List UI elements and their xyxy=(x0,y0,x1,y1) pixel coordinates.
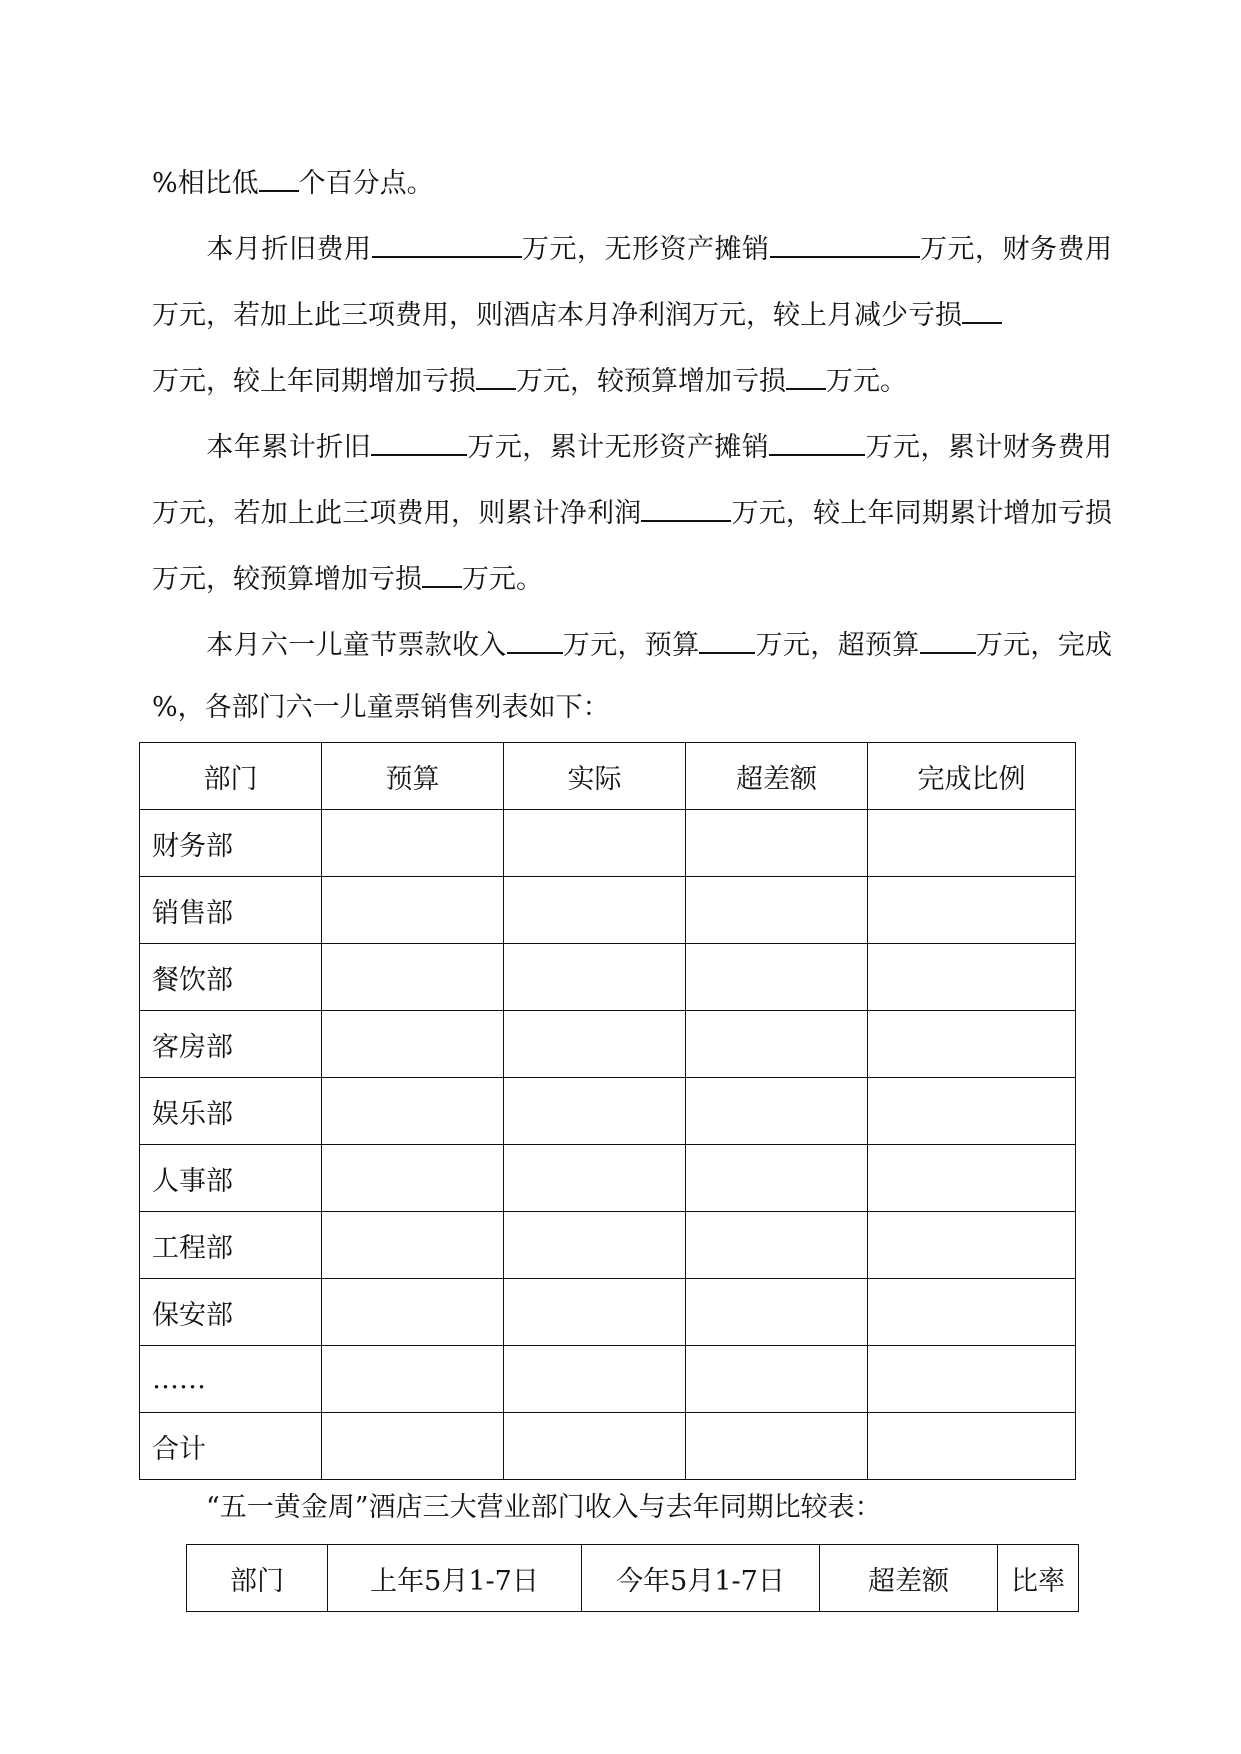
actual-cell xyxy=(504,1078,686,1145)
actual-cell xyxy=(504,1145,686,1212)
text: 万元，较上年同期增加亏损 xyxy=(152,366,476,397)
completion-cell xyxy=(868,1413,1076,1480)
paragraph-line-9 xyxy=(152,688,1112,728)
actual-cell xyxy=(504,1279,686,1346)
text: 万元，若加上此三项费用，则累计净利润 xyxy=(152,498,642,529)
text: %，各部门六一儿童票销售列表如下： xyxy=(152,692,610,723)
table-row xyxy=(140,877,1076,944)
budget-cell xyxy=(322,810,504,877)
actual-cell xyxy=(504,1212,686,1279)
fill-blank xyxy=(422,556,462,588)
column-header: 超差额 xyxy=(820,1545,998,1612)
variance-cell xyxy=(686,1011,868,1078)
table-row xyxy=(140,1279,1076,1346)
department-cell: 客房部 xyxy=(140,1011,322,1078)
completion-cell xyxy=(868,1212,1076,1279)
column-header: 超差额 xyxy=(686,743,868,810)
text: 万元，财务费用 xyxy=(919,234,1112,265)
paragraph-line-2 xyxy=(152,226,1112,266)
text: 万元，累计财务费用 xyxy=(865,432,1113,463)
fill-blank xyxy=(507,622,563,654)
department-cell: 合计 xyxy=(140,1413,322,1480)
actual-cell xyxy=(504,1011,686,1078)
completion-cell xyxy=(868,944,1076,1011)
column-header: 今年5月1-7日 xyxy=(582,1545,820,1612)
text: 万元，较预算增加亏损 xyxy=(152,564,422,595)
text: 本月折旧费用 xyxy=(206,234,372,265)
completion-cell xyxy=(868,1011,1076,1078)
department-cell: …… xyxy=(140,1346,322,1413)
table-row xyxy=(140,810,1076,877)
text: 万元，预算 xyxy=(562,630,700,661)
variance-cell xyxy=(686,810,868,877)
text: 本月六一儿童节票款收入 xyxy=(206,630,507,661)
fill-blank xyxy=(770,226,920,258)
text: 万元，无形资产摊销 xyxy=(521,234,770,265)
variance-cell xyxy=(686,1145,868,1212)
column-header: 部门 xyxy=(140,743,322,810)
text: 万元，若加上此三项费用，则酒店本月净利润万元，较上月减少亏损 xyxy=(152,300,962,331)
paragraph-line-8 xyxy=(152,622,1112,662)
budget-cell xyxy=(322,1212,504,1279)
column-header: 预算 xyxy=(322,743,504,810)
department-cell: 财务部 xyxy=(140,810,322,877)
column-header: 部门 xyxy=(187,1545,328,1612)
text: %相比低 xyxy=(152,168,259,199)
completion-cell xyxy=(868,1145,1076,1212)
table-row xyxy=(140,944,1076,1011)
text: 万元，累计无形资产摊销 xyxy=(467,432,770,463)
department-cell: 销售部 xyxy=(140,877,322,944)
paragraph-line-4 xyxy=(152,358,1112,398)
fill-blank xyxy=(476,358,516,390)
text: 万元。 xyxy=(826,366,907,397)
variance-cell xyxy=(686,1212,868,1279)
actual-cell xyxy=(504,877,686,944)
text: “五一黄金周”酒店三大营业部门收入与去年同期比较表： xyxy=(206,1492,882,1523)
budget-cell xyxy=(322,1145,504,1212)
actual-cell xyxy=(504,810,686,877)
fill-blank xyxy=(641,490,731,522)
column-header: 上年5月1-7日 xyxy=(328,1545,582,1612)
actual-cell xyxy=(504,1413,686,1480)
paragraph-line-1 xyxy=(152,160,1112,200)
fill-blank xyxy=(699,622,755,654)
table2-title xyxy=(152,1488,1112,1528)
completion-cell xyxy=(868,1346,1076,1413)
variance-cell xyxy=(686,1279,868,1346)
fill-blank xyxy=(769,424,865,456)
department-cell: 工程部 xyxy=(140,1212,322,1279)
text: 个百分点。 xyxy=(298,168,434,199)
variance-cell xyxy=(686,1078,868,1145)
variance-cell xyxy=(686,1413,868,1480)
table-row xyxy=(140,1011,1076,1078)
budget-cell xyxy=(322,1413,504,1480)
table-row xyxy=(140,1346,1076,1413)
table-header-row xyxy=(187,1545,1079,1612)
text: 万元，较上年同期累计增加亏损 xyxy=(731,498,1112,529)
budget-cell xyxy=(322,1346,504,1413)
actual-cell xyxy=(504,944,686,1011)
table-row xyxy=(140,1212,1076,1279)
text: 万元，较预算增加亏损 xyxy=(516,366,786,397)
budget-cell xyxy=(322,877,504,944)
completion-cell xyxy=(868,877,1076,944)
column-header: 比率 xyxy=(998,1545,1079,1612)
budget-cell xyxy=(322,944,504,1011)
paragraph-line-5 xyxy=(152,424,1112,464)
text: 万元，完成 xyxy=(975,630,1113,661)
golden-week-comparison-table xyxy=(186,1544,1079,1612)
table-row xyxy=(140,1145,1076,1212)
fill-blank xyxy=(372,226,522,258)
fill-blank xyxy=(259,160,299,192)
actual-cell xyxy=(504,1346,686,1413)
completion-cell xyxy=(868,810,1076,877)
budget-cell xyxy=(322,1279,504,1346)
fill-blank xyxy=(920,622,976,654)
table-header-row xyxy=(140,743,1076,810)
children-day-ticket-table xyxy=(139,742,1076,1480)
fill-blank xyxy=(962,292,1002,324)
text: 万元，超预算 xyxy=(755,630,920,661)
paragraph-line-3 xyxy=(152,292,1112,332)
fill-blank xyxy=(371,424,467,456)
completion-cell xyxy=(868,1078,1076,1145)
department-cell: 娱乐部 xyxy=(140,1078,322,1145)
variance-cell xyxy=(686,944,868,1011)
text: 本年累计折旧 xyxy=(206,432,371,463)
text: 万元。 xyxy=(462,564,543,595)
completion-cell xyxy=(868,1279,1076,1346)
variance-cell xyxy=(686,1346,868,1413)
paragraph-line-7 xyxy=(152,556,1112,596)
variance-cell xyxy=(686,877,868,944)
fill-blank xyxy=(786,358,826,390)
department-cell: 餐饮部 xyxy=(140,944,322,1011)
budget-cell xyxy=(322,1078,504,1145)
table-row xyxy=(140,1413,1076,1480)
column-header: 实际 xyxy=(504,743,686,810)
department-cell: 人事部 xyxy=(140,1145,322,1212)
budget-cell xyxy=(322,1011,504,1078)
department-cell: 保安部 xyxy=(140,1279,322,1346)
column-header: 完成比例 xyxy=(868,743,1076,810)
table-row xyxy=(140,1078,1076,1145)
paragraph-line-6 xyxy=(152,490,1112,530)
